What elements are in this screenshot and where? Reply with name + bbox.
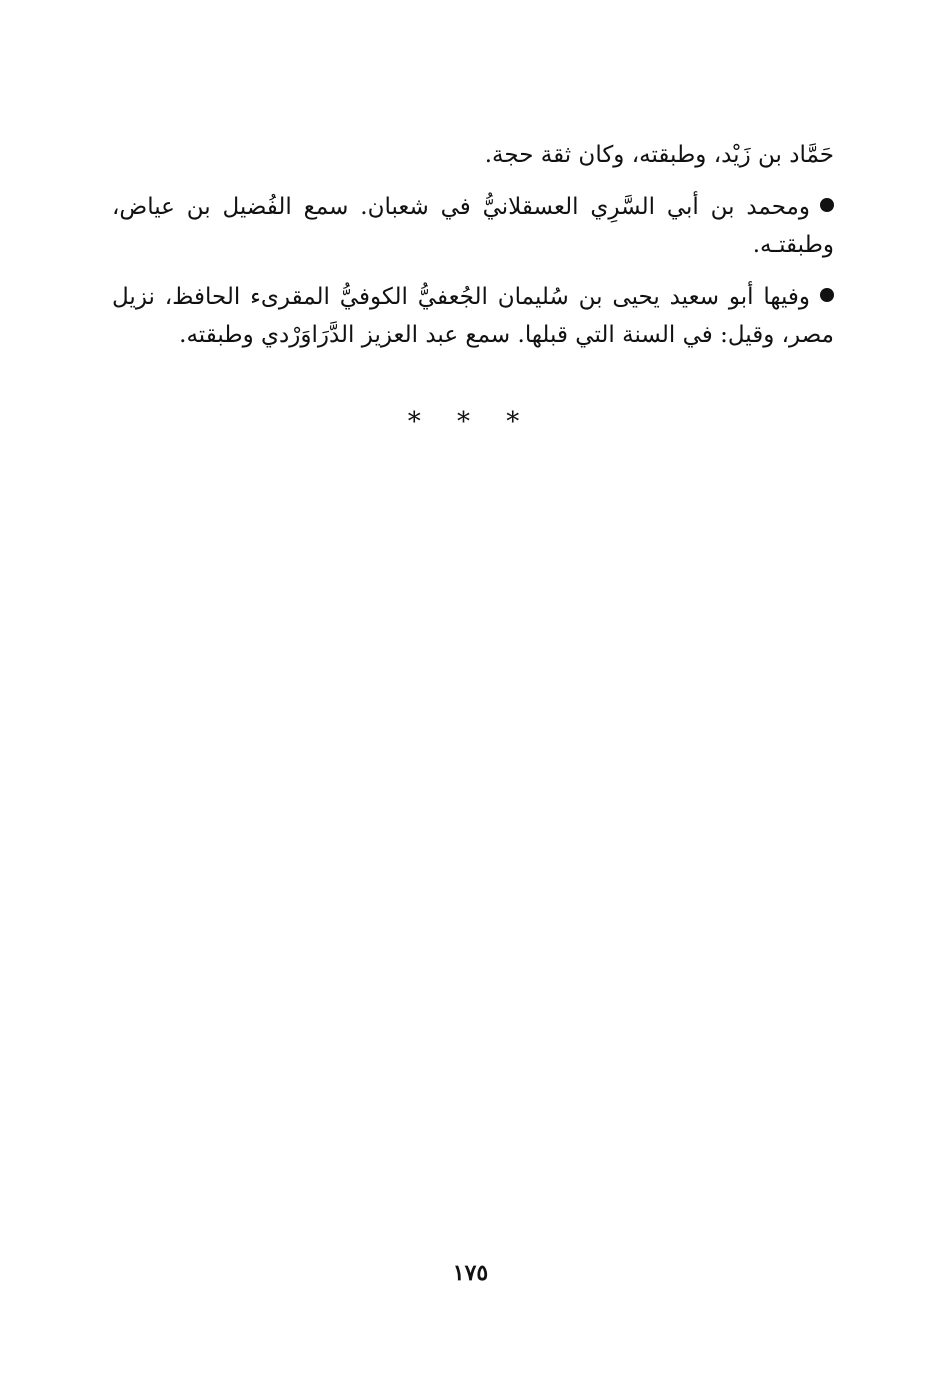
paragraph-text: ومحمد بن أبي السَّرِي العسقلانيُّ في شعبان. سمع الفُضيل بن عياض، وطبقتـه.	[112, 194, 834, 258]
bullet-icon	[820, 198, 834, 212]
paragraph-text: وفيها أبو سعيد يحيى بن سُليمان الجُعفيُّ الكوفيُّ المقرىء الحافظ، نزيل مصر، وقيل: في السنة التي قبلها. سمع عبد العزيز الدَّرَاوَرْدي وطبقته.	[112, 284, 834, 348]
paragraph-text: حَمَّاد بن زَيْد، وطبقته، وكان ثقة حجة.	[484, 142, 834, 168]
paragraph-continuation	[112, 136, 834, 174]
paragraph-entry	[112, 278, 834, 354]
paragraph-entry	[112, 188, 834, 264]
bullet-icon	[820, 288, 834, 302]
page-number: ١٧٥	[452, 1260, 489, 1286]
page-text	[112, 136, 834, 368]
section-separator: * * *	[407, 407, 534, 437]
